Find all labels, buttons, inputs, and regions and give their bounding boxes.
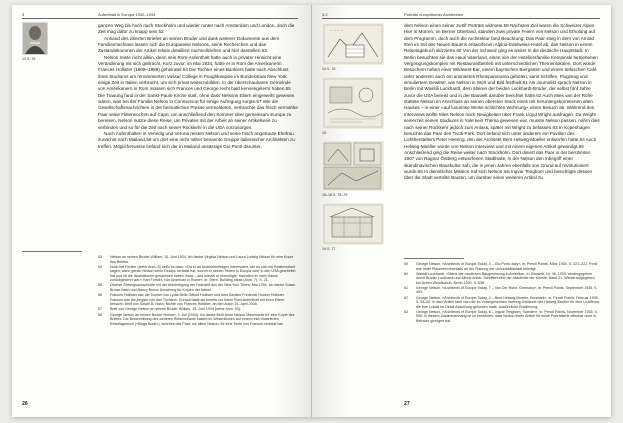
right-paragraph: dem Nelson einen seiner zwölf Porträts widmete.59 Nächstes Ziel waren die Schweizer Alpen. Hier in Mürren, im Berner Oberland, standen zwei private Feiern von Nelson und Erholung auf dem Programm, doch auch die Architektur fand Beachtung: Das Paar stieg in dem von Arnold Itten im Stil des Neuen Bauens entworfenen Alpina-Edelweiss-Hotel ab, das Nelson in einem Reisetagebuch skizzierte.60 Von der Schweiz ging es weiter in die deutsche Hauptstadt. In Berlin besuchten sie das Haus Vaterland, einen von der Hoteliersfamilie Kempinski betriebenen Vergnügungskomplex mit Restaurantbetrieb mit unterschiedlichen Themenlokalen. Dort wurde Besuchern neben einer Wildwest-Bar, einem bayrischen Biergarten und einem türkischen Café unter anderem auch ein animiertes Rheinpanorama geboten, samt Schiffen, Flugzeug und simuliertem Gewitter, wie Nelson in Wort und Bild festhielt.61 Als Journalist sprach Nelson in Berlin mit Wassili Luckhardt, dem älteren der beiden Luckhardt-Brüder, der selbst fünf Jahre zuvor die USA bereist und in der Bauwelt darüber berichtet hatte.62 Auch Mies van der Rohe stattete Nelson im Anschluss an seinen obersten Stock eines mit heruntergekommenen alten Hauses – in einer »auf luxuriöse Weise schlichten Wohnung« einen Besuch ab. Während des Interviews wollte Mies Nelson nach Neuigkeiten über Frank Lloyd Wright ausfragen. Da Wright seinerzeit seines Studiums in Yale kein Thema gewesen war, musste Nelson passen, nahm dies nach seiner Rückkehr jedoch zum Anlass, später mit Wright zu befassen.63 In Kopenhagen besuchte das Paar den Tivoli-Park. Dort befand sich unter anderem ein Pavillon des Lichtherstellers Peter Heering, den der Architekt Bent Helweg-Moeller entworfen hatte.64 Auch Helweg-Moeller wurde von Nelson interviewt und mit einem eigenen Artikel gewürdigt.65 Anschließend ging die Reise weiter nach Stockholm. Dort diniert das Paar in der berühmten 1907 von Ragnar Östberg entworfenen Stadthalle, in der Nelson den Inbegriff einer skandinavischen Bauskultur sah, die in jenen Jahren ebenfalls von Grund auf revolutioniert wurde.66 In dienstlicher Mission traf sich Nelson mit Ingvar Tengbom und besichtigte dessen über die Stadt verteilte Bauten, um darüber einen weiteren Artikel zu [404,23,600,181]
book-spread [12,5,611,417]
footnote: 63 George Nelson, »Architects of Europe Today, 6 – Ingvar Tengbom, Sweden«, in: Pencil Points, November 1935, S. 596. In diesem Zusammenhang ist zu erwähnen, dass Nelson einen Artikel für seine Porträtserie offenbar nicht in Betracht gezogen hat. [404,309,598,323]
footnote: 55 Diverse Zeitungsausschnitte mit der Ankündigung der Hochzeit aus der New York Times, Mai 1934. Ich danke Susan Brown Nash und Nancy Brown Armstrong für Kopien der Artikel. [98,283,296,293]
footnote: 62 George Nelson, »Architects of Europe Today, 2 – Bent Helweg-Moeller, Denmark«, in: Pencil Points, Februar 1935, S. 54–62. In dem Artikel fand sich der im Vorangehenden Heering-Gebäude des Helweg-Moeller für eine Lichtfirma, die ihre Lokale im Detail Asstellung gefunden hatte, ausführliche Erwähnung. [404,295,600,309]
figure-caption-14: 14 S. 76 [322,67,336,71]
left-header-rule [22,18,298,19]
left-page [12,5,311,417]
building-sketch-image [322,203,384,245]
left-running-title: Aufenthalt in Europa 1932–1934 [98,12,156,17]
left-notes-rule [22,251,82,252]
figure-caption-16-18: 16–18 S. 78–79 [322,193,348,197]
left-chapter-number: 3 [22,12,25,17]
building-sketch-image [322,141,384,191]
figure-caption-15: 15 [322,131,326,135]
footnote: 57 Brief von George Nelson an seinen Bruder William, 15. Juni 1934 (siehe Anm. 53). [98,307,242,312]
left-footnotes [98,255,298,327]
right-notes-rule [404,258,464,259]
footnote: 61 George Nelson, »Architects of Europe Today, 7 – Van Der Rohe, Germany«, in: Pencil Points, September 1935, S. 453. [404,285,598,295]
hotel-sketch-image [322,23,384,65]
figure-caption-19: 19 S. 77 [322,247,336,251]
right-page [312,5,611,417]
portrait-sketch-image [22,22,48,55]
footnote: 59 George Nelson, »Architects of Europe Today, 4 – Gio Ponti, Italy«, in: Pencil Points, März 1935, S. 221–222. Ponti war unter Placentini ebenfalls an der Planung der Universitätsstadt beteiligt. [404,262,598,271]
left-paragraph: ganzen Weg bis hoch nach Stockholm und wieder runter nach Amsterdam und London, doch die Zeit mag dafür zu knapp sein.52 [98,23,295,35]
right-header-rule [322,18,600,19]
footnote: 54 Noch bei Forster (siehe Anm. 8) heißt es dazu: »Da er an Architekturfragen interessiert, wie es sich mit Bestimmtheit sagen, wann genau Nelson seine Essays verfasst hat, wovon er seinen Texten in Europa oder in den USA gearbeitet hat und ob die Illustrationen gesammelt haben muss – und wieviel er hinzufügte, nachdem er nach Hause zurückgekehrt war.« Karl Forster, »An American in Rome«, in: Stern, Building Ideas (Anm. 7), S. 21. [98,264,296,283]
right-body-text [404,23,600,182]
footnote: 56 Frances Hollister war die Tochter von Lydia Belle Gifford Hollister und dem Bankier Frederick Hooker Hollister. Frances war die jüngste von drei Töchtern. Europa hatte sie bereits vor ihrem Rom-Aufenthalt mit ihren Eltern besucht. Brief von Susan B. Nash, Nichte von Frances Hollister, an den Autor, 21. April 2008. [98,293,285,307]
left-paragraph: Nach Aufenthalten in Venedig und Verona reisten Nelson und seine frisch angetraute Ehefrau zunächst nach Mailand,58 um dort eine nicht näher benannte Gruppe italienischer Architekten zu treffen. Möglicherweise befand sich der in Mailand ansässige Gio Ponti darunter, [98,130,295,149]
left-paragraph: Nelson reiste nicht allein, denn sein Rom-Aufenthalt hatte auch in privater Hinsicht eine Veränderung mit sich gebracht. Kurz zuvor, im Mai 1934, hatte er in Rom die Amerikanerin Frances Hollister (1909–1989) geheiratet.54 Die Tochter eines Bankiers hatte nach Abschluss ihres Studiums am renommierten Vassar College in Poughkeepsie im Bundesstaat New York einige Zeit in Italien verbracht, um sich privat weiterzubilden. In der überschaubaren Gemeinde von Amerikanern in Rom müssen sich Frances und George recht bald kennengelernt haben.55 Die Trauung fand in der Sankt-Pauls-Kirche statt, ohne dass Nelsons Eltern eingeweiht gewesen wären, was bei der Familie Nelson in Connecticut für einige Aufregung sorgte.57 Wie die Gesellschaftsnachrichten in der heimatlichen Presse vermeldeten, verbrachte das frisch vermählte Paar seine Flitterwochen auf Capri, um anschließend den Sommer über gemeinsam Europa zu bereisen. Nelson nutzte diese Reise, um Privates mit der Arbeit an seiner Artikelserie zu verbinden und so für die Zeit nach seiner Rückkehr in die USA vorzusorgen. [98,54,298,130]
left-page-number: 26 [22,401,28,407]
svg-text:~ ~ ~ ~: ~ ~ ~ ~ [330,28,343,32]
diary-sketch-image [322,77,384,129]
right-page-number: 27 [404,401,410,407]
footnote: 60 Wassili Luckhardt, »Stand der modernen Baugesinnung in Amerika«, in: Bauwelt, Nr. 46, 1929, wiedergegeben durch Brüder Luckhardt und Alfons Anker. Schriftenreihe der Akademie der Künste. Band 21. Wiederaufgegeben bei Achim Wendschuh, Berlin 1990, S. 63ff. [404,271,595,285]
footnote: 58 George Nelson an seinen Bruder Norbert, 3. Juli [1934]. Ich danke Beth Anne Nelson Maserowitz für eine Kopie des Briefes. Die Beschreibung des weiteren Reiseverlaufs basiert im Wesentlichen auf einem reich illustrierten Reisetagebuch (»Blogs Book«), welches das Paar, vor allem Nelson, für eine Tante von Frances verfasst hat. [98,312,295,326]
right-chapter-number: 3.2 [322,12,328,17]
right-footnotes [404,262,600,324]
left-figure-caption: 13 S. 76 [22,57,36,61]
footnote: 53 Nelson an seinen Bruder William, 15. Juni 1934. Ich danke Virginia Nelson und Laura Ludwig Nelson für eine Kopie des Briefes. [98,255,294,264]
left-paragraph: Anhand des zitierten Briefes an seinen Bruder und dank weiterer Dokumente aus dem Familiennachlass lassen sich die Europareise Nelsons, seine Recherchen und das Zustandekommen der Artikel relativ detailliert nachvollziehen und hier darstellen.53 [98,35,280,54]
right-running-title: Porträts europäischer Architekten [404,12,464,17]
left-body-text [98,23,298,150]
